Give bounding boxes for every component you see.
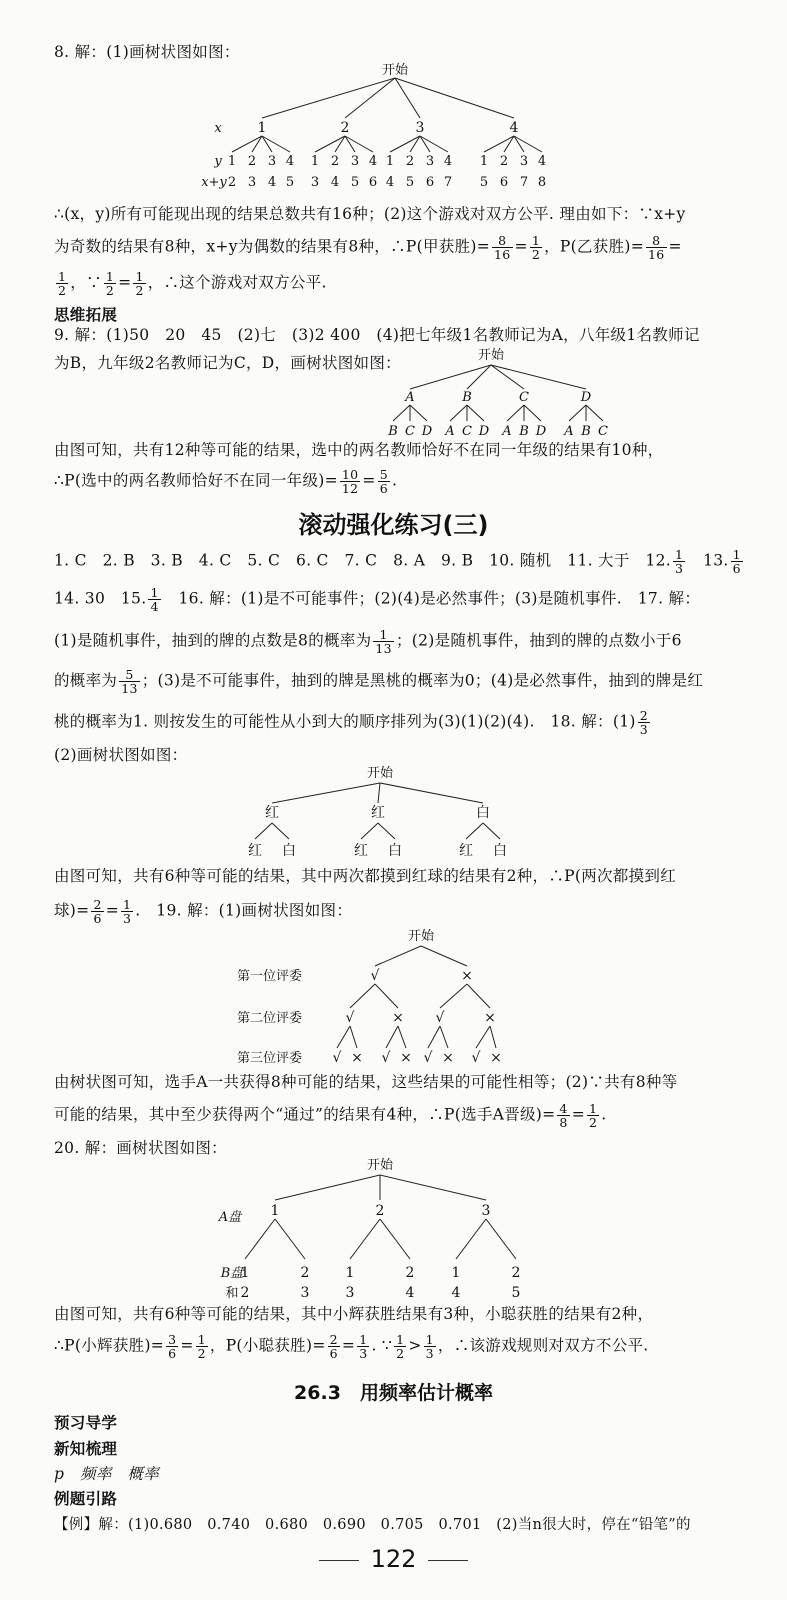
q19-line1: 由树状图可知，选手A一共获得8种可能的结果，这些结果的可能性相等；(2)∵共有8种等 <box>54 1073 678 1091</box>
tree-node-sum: 4 <box>385 175 395 190</box>
tree-node-b: 1 <box>345 1265 355 1281</box>
tree-node-y: 3 <box>267 154 277 169</box>
tree-node-second: 红 <box>248 843 262 859</box>
tree-branch <box>440 984 467 1008</box>
answers-line5: 桃的概率为1. 则按发生的可能性从小到大的顺序排列为(3)(1)(2)(4). 18. 解：(1) $\frac{2}{3}$ <box>54 708 648 737</box>
tree-branch <box>514 136 542 152</box>
fraction: $\frac{1}{6}$ <box>732 547 741 576</box>
answers-line2: 14. 30 15. $\frac{1}{4}$ 16. 解：(1)是不可能事件；(2)(4)是必然事件；(3)是随机事件. 17. 解： <box>54 585 701 614</box>
fraction: $\frac{1}{3}$ <box>123 897 132 926</box>
tree-branch <box>361 823 378 839</box>
tree-node-y: 4 <box>285 154 295 169</box>
node-level3: √ <box>471 1050 481 1066</box>
q9-line4: ∴P(选中的两名教师恰好不在同一年级)= $\frac{10}{12}$ = $\frac{5}{6}$ . <box>54 467 398 496</box>
answers-line4: 的概率为 $\frac{5}{13}$ ；(3)是不可能事件，抽到的牌是黑桃的概率为0；(4)是必然事件，抽到的牌是红 <box>54 667 704 696</box>
tree-node-y: 1 <box>310 154 320 169</box>
fraction: $\frac{1}{2}$ <box>531 233 541 262</box>
tree-branch <box>491 365 524 389</box>
tree-node-y: 1 <box>227 154 237 169</box>
fraction: $\frac{1}{2}$ <box>197 1332 206 1361</box>
node-level2: × <box>484 1010 496 1026</box>
tree-node-first: 红 <box>371 805 385 821</box>
tree-branch <box>272 823 289 839</box>
tree-node-sum: 2 <box>227 175 237 190</box>
tree-branch <box>398 1026 406 1048</box>
tree-node-y: 3 <box>350 154 360 169</box>
tree-node-y: 4 <box>368 154 378 169</box>
tree-branch <box>272 783 380 803</box>
fraction: $\frac{1}{3}$ <box>675 547 684 576</box>
fraction: $\frac{5}{13}$ <box>121 667 138 696</box>
node-level2: × <box>392 1010 404 1026</box>
tree-node-y: 1 <box>479 154 489 169</box>
tree-root-label: 开始 <box>366 1158 394 1173</box>
example-line: 【例】解：(1)0.680 0.740 0.680 0.690 0.705 0.701 (2)当n很大时，停在“铅笔”的 <box>54 1517 691 1533</box>
tree-branch <box>486 1219 516 1259</box>
tree-node-first: 白 <box>476 805 490 821</box>
node-level3: × <box>351 1050 363 1066</box>
tree-branch <box>345 78 395 118</box>
tree-branch <box>380 1219 410 1259</box>
tree-branch <box>350 1219 380 1259</box>
tree-node-sum: 6 <box>368 175 378 190</box>
section-title-review3: 滚动强化练习(三) <box>298 511 489 539</box>
tree-branch <box>490 1026 496 1048</box>
tree-node-sum: 4 <box>451 1285 461 1301</box>
tree-branch <box>378 823 395 839</box>
tree-node-y: 2 <box>247 154 257 169</box>
q18-line2: 球)= $\frac{2}{6}$ = $\frac{1}{3}$ . 19. 解：(1)画树状图如图： <box>54 897 353 926</box>
fraction: $\frac{2}{6}$ <box>329 1332 338 1361</box>
tree-branch <box>393 405 410 421</box>
tree-branch <box>395 78 420 118</box>
tree-node-y: 2 <box>499 154 509 169</box>
tree-branch <box>467 984 490 1008</box>
node-level2: √ <box>345 1010 355 1026</box>
fraction: $\frac{1}{2}$ <box>588 1101 598 1130</box>
tree-node-second: D <box>421 424 433 439</box>
tree-branch <box>375 984 398 1008</box>
q9-line2: 为B，九年级2名教师记为C，D，画树状图如图： <box>54 354 401 372</box>
tree-branch <box>456 1219 486 1259</box>
tree-node-sum: 8 <box>537 175 547 190</box>
tree-node-x: 1 <box>257 120 267 136</box>
q8-line3: $\frac{1}{2}$ ，∵ $\frac{1}{2}$ = $\frac{1}{2}$ ，∴这个游戏对双方公平. <box>58 269 327 298</box>
row-label-y: y <box>214 154 222 169</box>
tree-node-sum: 5 <box>350 175 360 190</box>
tree-branch <box>440 1026 448 1048</box>
tree-branch <box>420 136 448 152</box>
tree-node-second: B <box>388 424 398 439</box>
heading-examples: 例题引路 <box>54 1490 118 1508</box>
row-label-b: B盘 <box>220 1266 244 1281</box>
tree-branch <box>386 1026 398 1048</box>
node-level3: √ <box>332 1050 342 1066</box>
tree-node-second: B <box>519 424 529 439</box>
answers-line6: (2)画树状图如图： <box>54 746 188 764</box>
row-label-sum: 和 <box>225 1286 239 1301</box>
tree-branch <box>410 405 427 421</box>
fraction: $\frac{8}{16}$ <box>494 233 511 262</box>
fraction: $\frac{1}{4}$ <box>150 585 159 614</box>
tree-branch <box>569 405 586 421</box>
q8-line1: ∴(x，y)所有可能现出现的结果总数共有16种；(2)这个游戏对双方公平. 理由如下：∵x+y <box>54 205 686 223</box>
tree-node-x: 2 <box>340 120 350 136</box>
tree-node-sum: 3 <box>300 1285 310 1301</box>
tree-node-y: 3 <box>425 154 435 169</box>
tree-diagram-q9 <box>0 345 787 439</box>
tree-branch <box>337 1026 350 1048</box>
heading-preview: 预习导学 <box>54 1414 118 1432</box>
q18-line1: 由图可知，共有6种等可能的结果，其中两次都摸到红球的结果有2种，∴P(两次都摸到红 <box>54 867 677 885</box>
q20-line1: 由图可知，共有6种等可能的结果，其中小辉获胜结果有3种，小聪获胜的结果有2种， <box>54 1305 654 1323</box>
node-level2: √ <box>435 1010 445 1026</box>
heading-new-knowledge: 新知梳理 <box>54 1440 118 1458</box>
tree-node-sum: 5 <box>285 175 295 190</box>
tree-node-sum: 2 <box>240 1285 250 1301</box>
page-number: 122 <box>0 1545 787 1573</box>
tree-branch <box>245 1219 275 1259</box>
tree-node-sum: 3 <box>247 175 257 190</box>
q19-line2: 可能的结果，其中至少获得两个“通过”的结果有4种，∴P(选手A晋级)= $\frac{4}{8}$ = $\frac{1}{2}$ . <box>54 1101 607 1130</box>
section-title-26-3: 26.3 用频率估计概率 <box>294 1382 493 1404</box>
new-knowledge-line: p 频率 概率 <box>54 1465 160 1483</box>
q9-line1: 9. 解：(1)50 20 45 (2)七 (3)2 400 (4)把七年级1名教师记为A，八年级1名教师记 <box>54 326 700 344</box>
tree-diagram-q20 <box>0 1155 787 1305</box>
tree-branch <box>524 405 541 421</box>
tree-node-y: 3 <box>519 154 529 169</box>
fraction: $\frac{1}{3}$ <box>359 1332 368 1361</box>
fraction: $\frac{4}{8}$ <box>559 1101 568 1130</box>
tree-branch <box>395 78 514 118</box>
q8-head: 8. 解：(1)画树状图如图： <box>54 43 240 61</box>
q20-head: 20. 解：画树状图如图： <box>54 1139 227 1157</box>
fraction: $\frac{2}{6}$ <box>93 897 102 926</box>
fraction: $\frac{1}{2}$ <box>396 1332 405 1361</box>
tree-node-second: 白 <box>388 843 402 859</box>
tree-node-first: 红 <box>265 805 279 821</box>
tree-branch <box>450 405 467 421</box>
tree-branch <box>421 946 467 966</box>
fraction: $\frac{1}{13}$ <box>375 627 392 656</box>
tree-diagram-q19 <box>0 922 787 1072</box>
node-level3: √ <box>381 1050 391 1066</box>
tree-node-y: 1 <box>385 154 395 169</box>
row-label-sum: x+y <box>201 175 227 190</box>
node-level3: × <box>490 1050 502 1066</box>
tree-branch <box>378 783 380 803</box>
tree-node-second: A <box>445 424 455 439</box>
tree-diagram-q18 <box>0 763 787 858</box>
tree-node-second: C <box>462 424 472 439</box>
tree-node-y: 2 <box>405 154 415 169</box>
tree-node-y: 2 <box>330 154 340 169</box>
fraction: $\frac{10}{12}$ <box>341 467 359 496</box>
node-level1: √ <box>370 968 380 984</box>
tree-node-second: A <box>564 424 574 439</box>
answers-line1: 1. C 2. B 3. B 4. C 5. C 6. C 7. C 8. A 9. B 10. 随机 11. 大于 12. $\frac{1}{3}$ 13. $\frac{1}{6}$ <box>54 547 741 576</box>
tree-root-label: 开始 <box>381 63 409 78</box>
tree-branch <box>275 1175 380 1200</box>
tree-node-sum: 6 <box>425 175 435 190</box>
tree-node-b: 2 <box>405 1265 415 1281</box>
tree-node-sum: 5 <box>511 1285 521 1301</box>
tree-node-a: 1 <box>270 1203 280 1219</box>
answers-line3: (1)是随机事件，抽到的牌的点数是8的概率为 $\frac{1}{13}$ ；(2)是随机事件，抽到的牌的点数小于6 <box>54 627 682 656</box>
tree-node-second: 红 <box>459 843 473 859</box>
q20-line2: ∴P(小辉获胜)= $\frac{3}{6}$ = $\frac{1}{2}$ ，P(小聪获胜)= $\frac{2}{6}$ = $\frac{1}{3}$ . ∵ $\frac{1}{2}$ > $\frac{1}{3}$ ，∴该游戏规则对双方不公平. <box>54 1332 649 1361</box>
fraction: $\frac{1}{2}$ <box>105 269 115 298</box>
tree-branch <box>467 405 484 421</box>
level-label: 第三位评委 <box>237 1051 303 1066</box>
tree-node-second: A <box>502 424 512 439</box>
tree-node-second: 红 <box>354 843 368 859</box>
tree-node-sum: 5 <box>479 175 489 190</box>
tree-node-b: 2 <box>300 1265 310 1281</box>
tree-branch <box>380 783 483 803</box>
tree-branch <box>380 1175 486 1200</box>
fraction: $\frac{8}{16}$ <box>648 233 665 262</box>
tree-root-label: 开始 <box>477 348 505 363</box>
tree-node-b: 1 <box>451 1265 461 1281</box>
tree-node-x: 3 <box>415 120 425 136</box>
tree-node-sum: 7 <box>443 175 453 190</box>
q8-line2: 为奇数的结果有8种，x+y为偶数的结果有8种，∴P(甲获胜)= $\frac{8}{16}$ = $\frac{1}{2}$ ，P(乙获胜)= $\frac{8}{16}$ = <box>54 233 682 262</box>
q9-line3: 由图可知，共有12种等可能的结果，选中的两名教师恰好不在同一年级的结果有10种， <box>54 441 664 459</box>
tree-root-label: 开始 <box>407 929 435 944</box>
tree-node-sum: 4 <box>405 1285 415 1301</box>
tree-branch <box>375 946 421 966</box>
tree-branch <box>262 78 395 118</box>
tree-node-first: B <box>462 390 472 405</box>
level-label: 第一位评委 <box>237 969 303 984</box>
tree-node-sum: 4 <box>330 175 340 190</box>
tree-node-sum: 3 <box>310 175 320 190</box>
tree-branch <box>350 984 375 1008</box>
tree-node-sum: 3 <box>345 1285 355 1301</box>
tree-node-sum: 5 <box>405 175 415 190</box>
node-level3: √ <box>423 1050 433 1066</box>
tree-node-first: C <box>519 390 529 405</box>
tree-node-second: C <box>405 424 415 439</box>
tree-node-second: B <box>581 424 591 439</box>
fraction: $\frac{1}{2}$ <box>58 269 67 298</box>
node-level3: × <box>400 1050 412 1066</box>
tree-node-first: A <box>405 390 415 405</box>
tree-branch <box>491 365 586 389</box>
fraction: $\frac{5}{6}$ <box>379 467 388 496</box>
tree-branch <box>476 1026 490 1048</box>
tree-branch <box>350 1026 357 1048</box>
tree-node-y: 4 <box>537 154 547 169</box>
tree-node-sum: 4 <box>267 175 277 190</box>
tree-branch <box>262 136 290 152</box>
row-label-x: x <box>214 121 222 136</box>
fraction: $\frac{1}{3}$ <box>425 1332 434 1361</box>
tree-branch <box>428 1026 440 1048</box>
tree-branch <box>275 1219 305 1259</box>
tree-node-sum: 7 <box>519 175 529 190</box>
tree-branch <box>483 823 500 839</box>
fraction: $\frac{2}{3}$ <box>639 708 648 737</box>
tree-node-x: 4 <box>509 120 519 136</box>
level-label: 第二位评委 <box>237 1011 303 1026</box>
tree-node-b: 2 <box>511 1265 521 1281</box>
tree-node-y: 4 <box>443 154 453 169</box>
tree-node-second: D <box>478 424 490 439</box>
heading-ext: 思维拓展 <box>54 306 118 324</box>
tree-node-a: 2 <box>375 1203 385 1219</box>
tree-branch <box>255 823 272 839</box>
tree-node-a: 3 <box>481 1203 491 1219</box>
tree-node-second: D <box>535 424 547 439</box>
tree-branch <box>586 405 603 421</box>
tree-branch <box>466 823 483 839</box>
tree-branch <box>345 136 373 152</box>
tree-root-label: 开始 <box>366 766 394 781</box>
fraction: $\frac{1}{2}$ <box>135 269 144 298</box>
tree-node-second: C <box>598 424 608 439</box>
tree-branch <box>507 405 524 421</box>
tree-node-b: 1 <box>240 1265 250 1281</box>
row-label-a: A盘 <box>218 1210 242 1225</box>
fraction: $\frac{3}{6}$ <box>168 1332 177 1361</box>
node-level1: × <box>461 968 473 984</box>
tree-node-second: 白 <box>282 843 296 859</box>
node-level3: × <box>442 1050 454 1066</box>
tree-node-sum: 6 <box>499 175 509 190</box>
tree-diagram-q8 <box>0 60 787 190</box>
tree-node-second: 白 <box>493 843 507 859</box>
tree-node-first: D <box>580 390 592 405</box>
